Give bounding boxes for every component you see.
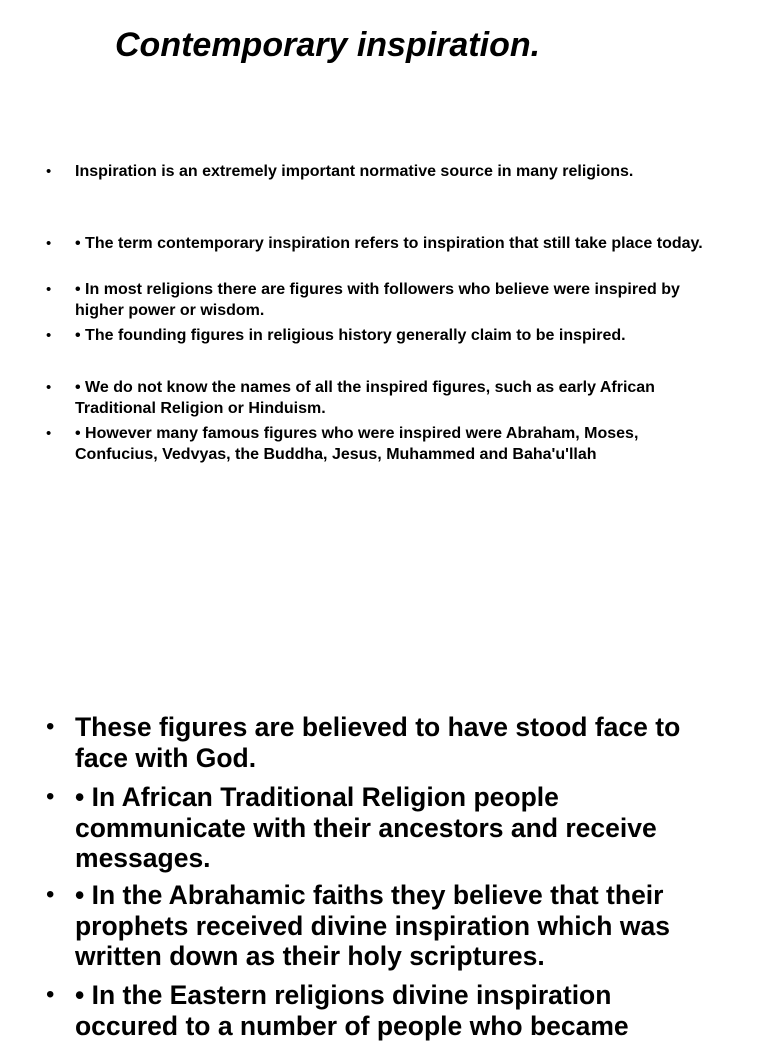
bullet-marker: •	[46, 235, 52, 252]
bullet-marker: •	[46, 379, 52, 396]
slide-title: Contemporary inspiration.	[115, 26, 541, 64]
bullet-text: • In the Abrahamic faiths they believe that their prophets received divine inspiration which was written down as their holy scriptures.	[75, 880, 670, 971]
bullet-item	[46, 234, 716, 255]
bullet-marker: •	[46, 327, 52, 344]
bullet-marker: •	[46, 425, 52, 442]
bullet-item	[46, 424, 716, 465]
bullet-text: • In African Traditional Religion people communicate with their ancestors and receive messages.	[75, 782, 657, 873]
bullet-text: • In the Eastern religions divine inspiration occured to a number of people who became	[75, 980, 629, 1041]
bullet-marker: •	[46, 783, 55, 810]
bullet-item	[46, 326, 716, 347]
bullet-item	[46, 980, 716, 1041]
bullet-text: • The founding figures in religious history generally claim to be inspired.	[75, 327, 626, 344]
bullet-item	[46, 712, 716, 773]
bullet-item	[46, 280, 716, 321]
bullet-text: • However many famous figures who were inspired were Abraham, Moses, Confucius, Vedvyas, the Buddha, Jesus, Muhammed and Baha'u'llah	[75, 425, 639, 463]
bullet-text: • In most religions there are figures with followers who believe were inspired by higher power or wisdom.	[75, 281, 680, 319]
bullet-item	[46, 162, 716, 183]
bullet-item	[46, 378, 716, 419]
slide-inspired-figures	[0, 690, 768, 1041]
bullet-marker: •	[46, 281, 52, 298]
bullet-text: These figures are believed to have stood face to face with God.	[75, 712, 681, 773]
bullet-text: • We do not know the names of all the inspired figures, such as early African Traditional Religion or Hinduism.	[75, 379, 655, 417]
bullet-text: • The term contemporary inspiration refers to inspiration that still take place today.	[75, 235, 703, 252]
bullet-marker: •	[46, 713, 55, 740]
bullet-item	[46, 880, 716, 972]
bullet-marker: •	[46, 881, 55, 908]
bullet-marker: •	[46, 981, 55, 1008]
bullet-text: Inspiration is an extremely important normative source in many religions.	[75, 163, 634, 180]
slide-contemporary-inspiration	[0, 0, 768, 520]
bullet-item	[46, 782, 716, 874]
bullet-marker: •	[46, 163, 52, 180]
